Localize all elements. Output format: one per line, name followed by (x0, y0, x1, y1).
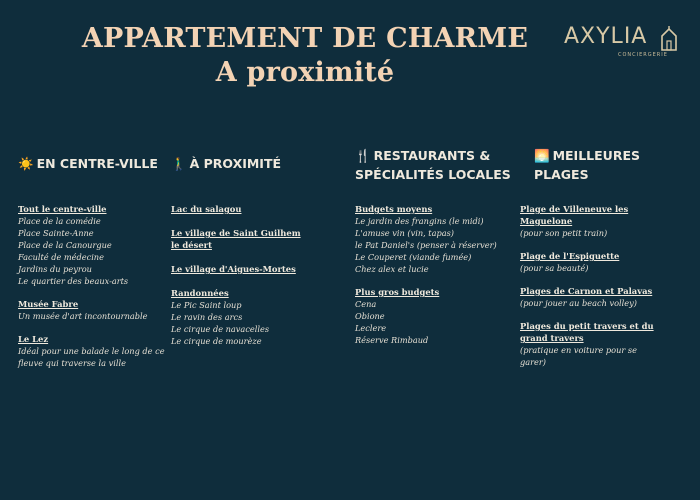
section (520, 320, 655, 368)
section (18, 203, 168, 287)
section-title: Plage de l'Espiguette (520, 251, 620, 261)
section (520, 203, 635, 239)
column-heading: 🍴 RESTAURANTS & SPÉCIALITÉS LOCALES (355, 148, 511, 182)
list-item: fleuve qui traverse la ville (18, 358, 126, 368)
logo-subtitle: CONCIERGERIE (618, 52, 668, 58)
sun-icon: ☀️ (18, 156, 34, 171)
section-title: Plages du petit travers et du grand travers (520, 321, 654, 343)
fork-knife-icon: 🍴 (355, 148, 371, 163)
column-list (520, 203, 670, 379)
list-item: Le cirque de navacelles (171, 324, 270, 334)
list-item: Le Couperet (viande fumée) (355, 252, 472, 262)
list-item: Le ravin des arcs (171, 312, 243, 322)
section (171, 203, 321, 215)
section-title: Tout le centre-ville (18, 204, 107, 214)
section-title: Plages de Carnon et Palavas (520, 286, 653, 296)
list-item: Place de la comédie (18, 216, 101, 226)
list-item: Idéal pour une balade le long de ce (18, 346, 165, 356)
list-item: Cena (355, 299, 377, 309)
list-item: Le cirque de mourèze (171, 336, 262, 346)
column-centre-ville (18, 146, 168, 368)
list-item: Faculté de médecine (18, 252, 104, 262)
section-title: Plus gros budgets (355, 287, 440, 297)
column-heading: 🌅 MEILLEURES PLAGES (534, 148, 640, 182)
column-a-proximite (171, 146, 321, 346)
column-heading: 🚶‍♂️ À PROXIMITÉ (171, 156, 282, 171)
list-item: L'amuse vin (vin, tapas) (355, 228, 454, 238)
section (18, 298, 168, 322)
list-item: Le quartier des beaux-arts (18, 276, 129, 286)
walking-person-icon: 🚶‍♂️ (171, 156, 187, 171)
column-list (355, 203, 515, 357)
column-plages (520, 146, 684, 367)
column-list (18, 203, 168, 380)
list-item: (pour son petit train) (520, 228, 608, 238)
section-title: Randonnées (171, 288, 229, 298)
column-list (171, 203, 321, 358)
section-title: Le village de Saint Guilhem le désert (171, 228, 301, 250)
list-item: Le jardin des frangins (le midi) (355, 216, 484, 226)
logo-wordmark: AXYLIA (564, 24, 648, 49)
section-title: Lac du salagou (171, 204, 242, 214)
list-item: (pour jouer au beach volley) (520, 298, 637, 308)
section (520, 250, 670, 274)
section (171, 287, 321, 347)
column-heading: ☀️ EN CENTRE-VILLE (18, 156, 158, 171)
list-item: Jardins du peyrou (18, 264, 92, 274)
house-icon (660, 26, 678, 52)
list-item: Réserve Rimbaud (355, 335, 429, 345)
list-item: Le Pic Saint loup (171, 300, 242, 310)
section (18, 333, 168, 369)
list-item: Leclere (355, 323, 387, 333)
list-item: Un musée d'art incontournable (18, 311, 148, 321)
section-title: Le Lez (18, 334, 49, 344)
section-title: Budgets moyens (355, 204, 433, 214)
list-item: Obione (355, 311, 385, 321)
title-line-2: A proximité (215, 57, 395, 88)
section (520, 285, 670, 309)
list-item: le Pat Daniel's (penser à réserver) (355, 240, 497, 250)
list-item: (pratique en voiture pour se garer) (520, 345, 637, 367)
list-item: Place de la Canourgue (18, 240, 112, 250)
list-item: (pour sa beauté) (520, 263, 589, 273)
section-title: Plage de Villeneuve les Maguelone (520, 204, 629, 226)
page-title (0, 22, 610, 90)
list-item: Chez alex et lucie (355, 264, 429, 274)
section-title: Musée Fabre (18, 299, 79, 309)
column-restaurants (355, 146, 515, 345)
section (355, 203, 515, 275)
sunrise-icon: 🌅 (534, 148, 550, 163)
section (171, 227, 311, 251)
section (171, 263, 321, 275)
section (355, 286, 515, 346)
title-line-1: APPARTEMENT DE CHARME (81, 23, 529, 54)
section-title: Le village d'Aigues-Mortes (171, 264, 296, 274)
list-item: Place Sainte-Anne (18, 228, 94, 238)
brand-logo (562, 24, 682, 64)
